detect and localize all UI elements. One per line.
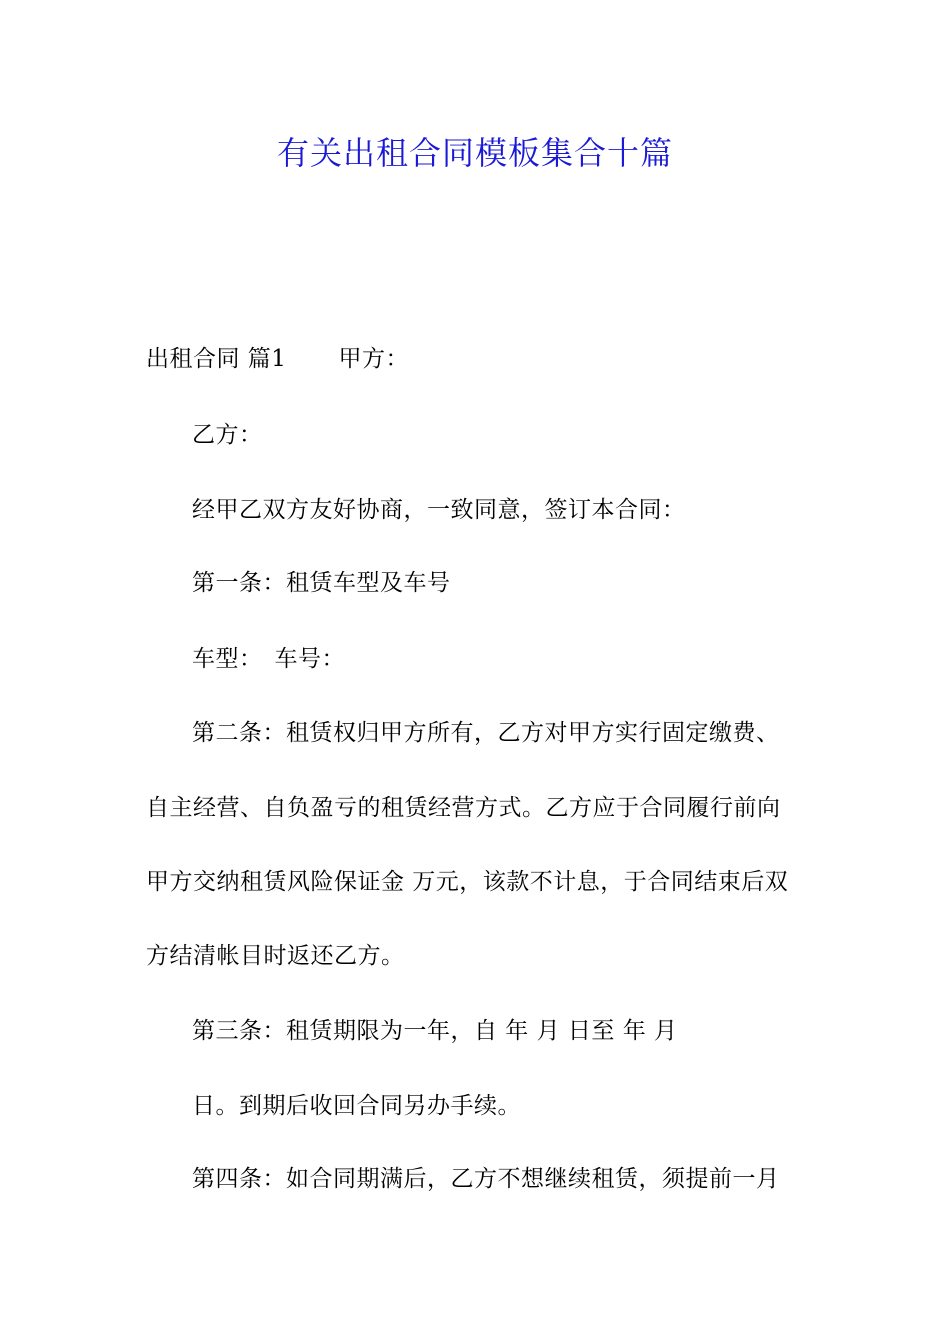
article-2-line-3: 甲方交纳租赁风险保证金 万元，该款不计息，于合同结束后双 — [146, 869, 789, 895]
vehicle-model-label: 车型： — [192, 646, 263, 672]
article-4-line-1: 第四条：如合同期满后，乙方不想继续租赁，须提前一月 — [192, 1166, 780, 1192]
party-a-label: 甲方： — [338, 346, 409, 372]
party-b-label: 乙方： — [192, 422, 263, 448]
article-2-line-2: 自主经营、自负盈亏的租赁经营方式。乙方应于合同履行前向 — [146, 795, 781, 821]
vehicle-number-label: 车号： — [274, 646, 345, 672]
document-title: 有关出租合同模板集合十篇 — [276, 134, 673, 172]
paragraph-intro: 经甲乙双方友好协商，一致同意，签订本合同： — [192, 497, 686, 523]
vehicle-info-line — [192, 643, 345, 675]
contract-heading-line — [146, 343, 409, 375]
contract-number: 出租合同 篇1 — [146, 346, 287, 372]
article-2-line-4: 方结清帐目时返还乙方。 — [146, 943, 405, 969]
article-1-heading: 第一条：租赁车型及车号 — [192, 570, 451, 596]
article-3-line-2: 日。到期后收回合同另办手续。 — [192, 1093, 521, 1119]
article-3-line-1: 第三条：租赁期限为一年，自 年 月 日至 年 月 — [192, 1018, 678, 1044]
article-2-line-1: 第二条：租赁权归甲方所有，乙方对甲方实行固定缴费、 — [192, 720, 780, 746]
